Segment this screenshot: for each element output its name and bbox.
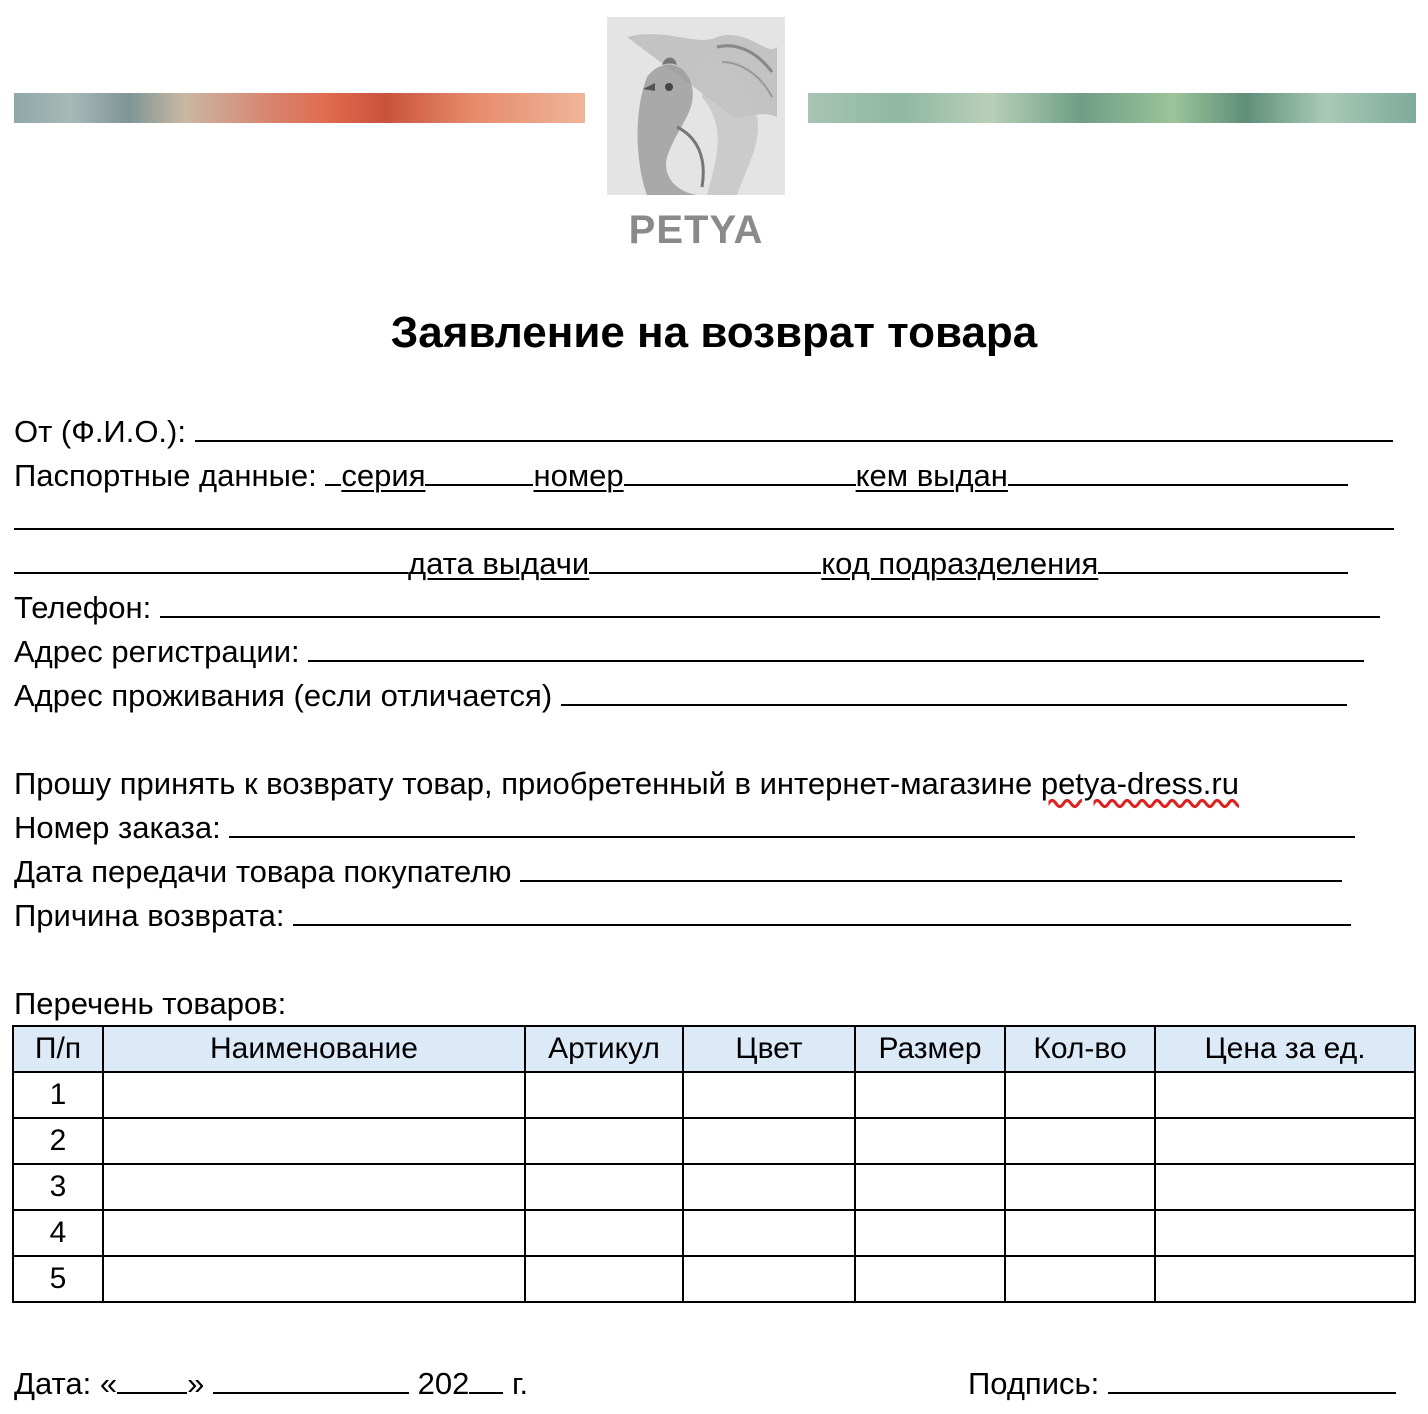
col-article: Артикул <box>525 1026 683 1072</box>
page-title: Заявление на возврат товара <box>390 308 1038 357</box>
cell-unit-price[interactable] <box>1155 1072 1415 1118</box>
cell-name[interactable] <box>103 1256 525 1302</box>
cell-article[interactable] <box>525 1210 683 1256</box>
brand-name: PETYA <box>628 208 764 252</box>
cell-quantity[interactable] <box>1005 1164 1155 1210</box>
signature-row <box>968 1366 1396 1402</box>
table-row <box>13 1072 1415 1118</box>
passport-division-code-input[interactable] <box>1098 548 1348 574</box>
passport-issue-date-label: дата выдачи <box>408 546 590 581</box>
cell-color[interactable] <box>683 1164 855 1210</box>
signature-label: Подпись: <box>968 1366 1100 1401</box>
live-address-input-line[interactable] <box>561 680 1347 706</box>
delivery-date-label: Дата передачи товара покупателю <box>14 854 512 889</box>
order-number-label: Номер заказа: <box>14 810 221 845</box>
passport-division-code-label: код подразделения <box>821 546 1099 581</box>
passport-date-row <box>14 546 1348 582</box>
table-row <box>13 1256 1415 1302</box>
date-open-quote: « <box>99 1366 118 1401</box>
passport-series-input[interactable] <box>425 460 533 486</box>
cell-name[interactable] <box>103 1072 525 1118</box>
cell-name[interactable] <box>103 1164 525 1210</box>
request-text: Прошу принять к возврату товар, приобретенный в интернет-магазине <box>14 766 1041 801</box>
passport-series-label: серия <box>341 458 426 493</box>
col-size: Размер <box>855 1026 1005 1072</box>
date-day-input[interactable] <box>117 1368 187 1394</box>
phone-label: Телефон: <box>14 590 152 625</box>
passport-label: Паспортные данные: <box>14 458 317 493</box>
cell-unit-price[interactable] <box>1155 1118 1415 1164</box>
from-label: От (Ф.И.О.): <box>14 414 186 449</box>
col-color: Цвет <box>683 1026 855 1072</box>
cell-name[interactable] <box>103 1118 525 1164</box>
signature-input-line[interactable] <box>1108 1368 1396 1394</box>
cell-size[interactable] <box>855 1210 1005 1256</box>
cell-color[interactable] <box>683 1256 855 1302</box>
decorative-band-left <box>14 93 585 123</box>
date-label: Дата: <box>14 1366 92 1401</box>
passport-number-input[interactable] <box>624 460 856 486</box>
table-row <box>13 1210 1415 1256</box>
date-year-suffix: г. <box>512 1366 529 1401</box>
cell-unit-price[interactable] <box>1155 1256 1415 1302</box>
cell-size[interactable] <box>855 1164 1005 1210</box>
delivery-date-row <box>14 854 1342 890</box>
row-number: 3 <box>13 1164 103 1210</box>
delivery-date-input-line[interactable] <box>520 856 1342 882</box>
passport-row <box>14 458 1348 494</box>
goods-table <box>12 1025 1416 1303</box>
reg-address-label: Адрес регистрации: <box>14 634 300 669</box>
col-name: Наименование <box>103 1026 525 1072</box>
cell-size[interactable] <box>855 1256 1005 1302</box>
from-input-line[interactable] <box>195 416 1393 442</box>
date-year-input[interactable] <box>469 1368 503 1394</box>
live-address-row <box>14 678 1347 714</box>
passport-number-label: номер <box>533 458 624 493</box>
order-number-input-line[interactable] <box>229 812 1355 838</box>
order-number-row <box>14 810 1355 846</box>
date-row <box>14 1366 528 1402</box>
phone-input-line[interactable] <box>160 592 1380 618</box>
request-text-row <box>14 766 1239 802</box>
from-field-row <box>14 414 1393 450</box>
cell-quantity[interactable] <box>1005 1210 1155 1256</box>
goods-table-header <box>13 1026 1415 1072</box>
row-number: 1 <box>13 1072 103 1118</box>
store-site-link[interactable]: petya-dress.ru <box>1040 766 1239 801</box>
return-reason-input-line[interactable] <box>293 900 1351 926</box>
col-number: П/п <box>13 1026 103 1072</box>
cell-article[interactable] <box>525 1072 683 1118</box>
passport-continuation-row <box>14 502 1394 538</box>
table-row <box>13 1164 1415 1210</box>
passport-issue-date-input[interactable] <box>589 548 821 574</box>
passport-date-lead-input[interactable] <box>14 548 408 574</box>
passport-blank-lead[interactable] <box>325 460 341 486</box>
passport-issued-by-label: кем выдан <box>855 458 1008 493</box>
col-quantity: Кол-во <box>1005 1026 1155 1072</box>
cell-name[interactable] <box>103 1210 525 1256</box>
cell-color[interactable] <box>683 1210 855 1256</box>
date-close-quote: » <box>187 1366 205 1401</box>
cell-quantity[interactable] <box>1005 1072 1155 1118</box>
decorative-band-right <box>808 93 1416 123</box>
row-number: 4 <box>13 1210 103 1256</box>
col-unit-price: Цена за ед. <box>1155 1026 1415 1072</box>
goods-list-label: Перечень товаров: <box>14 986 287 1021</box>
table-row <box>13 1118 1415 1164</box>
cell-article[interactable] <box>525 1118 683 1164</box>
cell-unit-price[interactable] <box>1155 1210 1415 1256</box>
cell-quantity[interactable] <box>1005 1118 1155 1164</box>
phone-row <box>14 590 1380 626</box>
rooster-watercolor-icon <box>607 17 785 195</box>
cell-quantity[interactable] <box>1005 1256 1155 1302</box>
cell-article[interactable] <box>525 1164 683 1210</box>
cell-color[interactable] <box>683 1118 855 1164</box>
return-reason-label: Причина возврата: <box>14 898 285 933</box>
live-address-label: Адрес проживания (если отличается) <box>14 678 553 713</box>
passport-issued-by-input[interactable] <box>1008 460 1348 486</box>
cell-size[interactable] <box>855 1072 1005 1118</box>
return-reason-row <box>14 898 1351 934</box>
cell-article[interactable] <box>525 1256 683 1302</box>
passport-continuation-input[interactable] <box>14 504 1394 530</box>
date-year-prefix: 202 <box>417 1366 470 1401</box>
cell-unit-price[interactable] <box>1155 1164 1415 1210</box>
reg-address-row <box>14 634 1364 670</box>
cell-color[interactable] <box>683 1072 855 1118</box>
reg-address-input-line[interactable] <box>308 636 1364 662</box>
row-number: 2 <box>13 1118 103 1164</box>
row-number: 5 <box>13 1256 103 1302</box>
cell-size[interactable] <box>855 1118 1005 1164</box>
date-month-input[interactable] <box>213 1368 409 1394</box>
